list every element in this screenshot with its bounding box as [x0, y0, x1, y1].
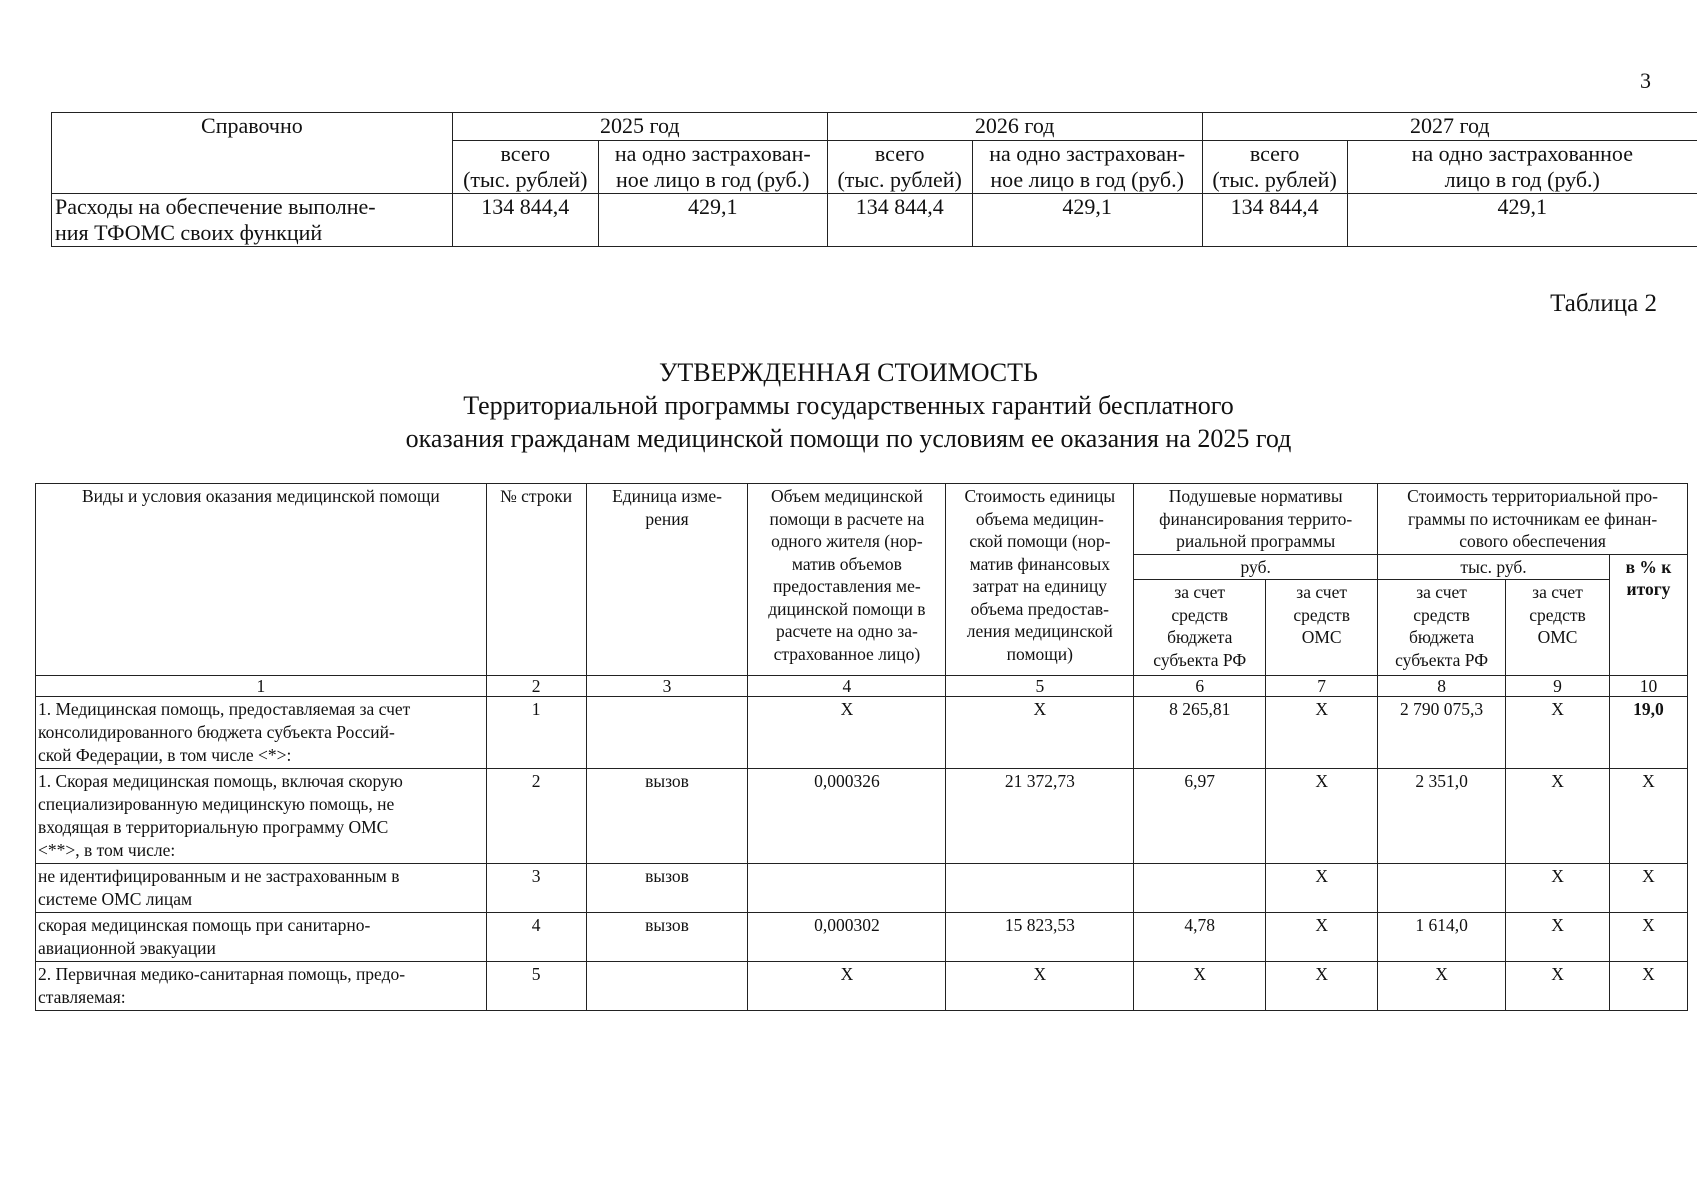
table-cell: 6,97	[1134, 769, 1266, 864]
table-cell: X	[946, 697, 1134, 769]
table-cell: 1 614,0	[1378, 913, 1506, 962]
total-subheader: всего (тыс. рублей)	[452, 141, 598, 194]
header-budget: за счет средств бюджета субъекта РФ	[1378, 580, 1506, 676]
table-cell: 0,000326	[748, 769, 946, 864]
header-oms: за счет средств ОМС	[1266, 580, 1378, 676]
column-number: 9	[1506, 676, 1610, 697]
header-types: Виды и условия оказания медицинской помощи	[36, 484, 487, 676]
table-row	[36, 769, 1688, 864]
value-cell: 134 844,4	[452, 194, 598, 247]
table-cell: 1	[486, 697, 586, 769]
table-row	[36, 697, 1688, 769]
column-number: 8	[1378, 676, 1506, 697]
value-cell: 429,1	[1347, 194, 1697, 247]
per-person-subheader: на одно застрахован- ное лицо в год (руб.)	[972, 141, 1202, 194]
title-line-3: оказания гражданам медицинской помощи по условиям ее оказания на 2025 год	[405, 424, 1292, 453]
table-cell: 15 823,53	[946, 913, 1134, 962]
value-cell: 429,1	[598, 194, 827, 247]
table-row	[36, 913, 1688, 962]
table-cell: вызов	[586, 913, 748, 962]
header-budget: за счет средств бюджета субъекта РФ	[1134, 580, 1266, 676]
table-cell: X	[748, 697, 946, 769]
per-person-subheader: на одно застрахованное лицо в год (руб.)	[1347, 141, 1697, 194]
table-cell	[1134, 864, 1266, 913]
table-cell: X	[1609, 913, 1687, 962]
table-cell	[1378, 864, 1506, 913]
table-cell: X	[946, 962, 1134, 1011]
table-cell: X	[1609, 962, 1687, 1011]
row-label: 1. Скорая медицинская помощь, включая скорую специализированную медицинскую помощь, не входящая в территориальную программу ОМС <**>, в том числе:	[36, 769, 487, 864]
column-number: 10	[1609, 676, 1687, 697]
expense-row-label: Расходы на обеспечение выполне- ния ТФОМС своих функций	[52, 194, 453, 247]
header-rub: руб.	[1134, 554, 1378, 580]
table-cell: X	[1506, 769, 1610, 864]
table-cell: X	[1506, 697, 1610, 769]
cost-table	[35, 483, 1688, 1011]
row-label: скорая медицинская помощь при санитарно- авиационной эвакуации	[36, 913, 487, 962]
total-subheader: всего (тыс. рублей)	[1202, 141, 1347, 194]
header-row-no: № строки	[486, 484, 586, 676]
column-number: 7	[1266, 676, 1378, 697]
header-volume: Объем медицинской помощи в расчете на одного жителя (нор- матив объемов предоставления ме- дицинской помощи в расчете на одно за- страхованное лицо)	[748, 484, 946, 676]
table-label: Таблица 2	[1550, 290, 1657, 317]
table-cell	[748, 864, 946, 913]
column-number: 4	[748, 676, 946, 697]
table-cell: X	[1506, 913, 1610, 962]
value-cell: 429,1	[972, 194, 1202, 247]
table-cell: X	[1506, 962, 1610, 1011]
value-cell: 134 844,4	[827, 194, 972, 247]
table-cell: 2	[486, 769, 586, 864]
column-number: 1	[36, 676, 487, 697]
reference-table	[51, 112, 1697, 247]
row-label: не идентифицированным и не застрахованным в системе ОМС лицам	[36, 864, 487, 913]
total-subheader: всего (тыс. рублей)	[827, 141, 972, 194]
header-program-cost: Стоимость территориальной про- граммы по источникам ее финан- сового обеспечения	[1378, 484, 1688, 555]
table-cell: 4	[486, 913, 586, 962]
table-cell	[586, 962, 748, 1011]
table-cell: 8 265,81	[1134, 697, 1266, 769]
table-cell	[946, 864, 1134, 913]
year-header-2027: 2027 год	[1202, 113, 1697, 141]
table-cell: X	[1134, 962, 1266, 1011]
table-cell: X	[1266, 913, 1378, 962]
table-cell: X	[1506, 864, 1610, 913]
column-number: 2	[486, 676, 586, 697]
table-row	[36, 864, 1688, 913]
row-label: 2. Первичная медико-санитарная помощь, предо- ставляемая:	[36, 962, 487, 1011]
table-row	[36, 962, 1688, 1011]
header-per-capita: Подушевые нормативы финансирования террито- риальной программы	[1134, 484, 1378, 555]
table-cell: X	[1609, 864, 1687, 913]
table-cell: X	[1266, 962, 1378, 1011]
header-oms: за счет средств ОМС	[1506, 580, 1610, 676]
table-cell: 2 790 075,3	[1378, 697, 1506, 769]
table-cell: X	[1266, 697, 1378, 769]
column-number: 6	[1134, 676, 1266, 697]
table-cell: 5	[486, 962, 586, 1011]
table-cell: 0,000302	[748, 913, 946, 962]
table-cell: вызов	[586, 864, 748, 913]
column-number: 3	[586, 676, 748, 697]
title-line-2: Территориальной программы государственных гарантий бесплатного	[463, 391, 1234, 420]
table-cell: X	[1378, 962, 1506, 1011]
per-person-subheader: на одно застрахован- ное лицо в год (руб.)	[598, 141, 827, 194]
table-cell	[586, 697, 748, 769]
page-number: 3	[1640, 68, 1651, 93]
header-pct-total: в % к итогу	[1609, 554, 1687, 676]
column-numbers-row	[36, 676, 1688, 697]
value-cell: 134 844,4	[1202, 194, 1347, 247]
table-cell: 4,78	[1134, 913, 1266, 962]
header-thous-rub: тыс. руб.	[1378, 554, 1610, 580]
header-unit: Единица изме- рения	[586, 484, 748, 676]
header-cost: Стоимость единицы объема медицин- ской помощи (нор- матив финансовых затрат на единицу объема предостав- ления медицинской помощи)	[946, 484, 1134, 676]
row-label: 1. Медицинская помощь, предоставляемая за счет консолидированного бюджета субъекта Россий- ской Федерации, в том числе <*>:	[36, 697, 487, 769]
table-cell: X	[748, 962, 946, 1011]
document-title	[0, 356, 1697, 455]
table-cell: 21 372,73	[946, 769, 1134, 864]
table-cell: 19,0	[1609, 697, 1687, 769]
table-cell: X	[1609, 769, 1687, 864]
title-line-1: УТВЕРЖДЕННАЯ СТОИМОСТЬ	[659, 358, 1038, 387]
reference-corner-header: Справочно	[52, 113, 453, 194]
column-number: 5	[946, 676, 1134, 697]
table-cell: X	[1266, 864, 1378, 913]
table-cell: 3	[486, 864, 586, 913]
year-header-2026: 2026 год	[827, 113, 1202, 141]
year-header-2025: 2025 год	[452, 113, 827, 141]
table-cell: вызов	[586, 769, 748, 864]
table-cell: X	[1266, 769, 1378, 864]
table-cell: 2 351,0	[1378, 769, 1506, 864]
